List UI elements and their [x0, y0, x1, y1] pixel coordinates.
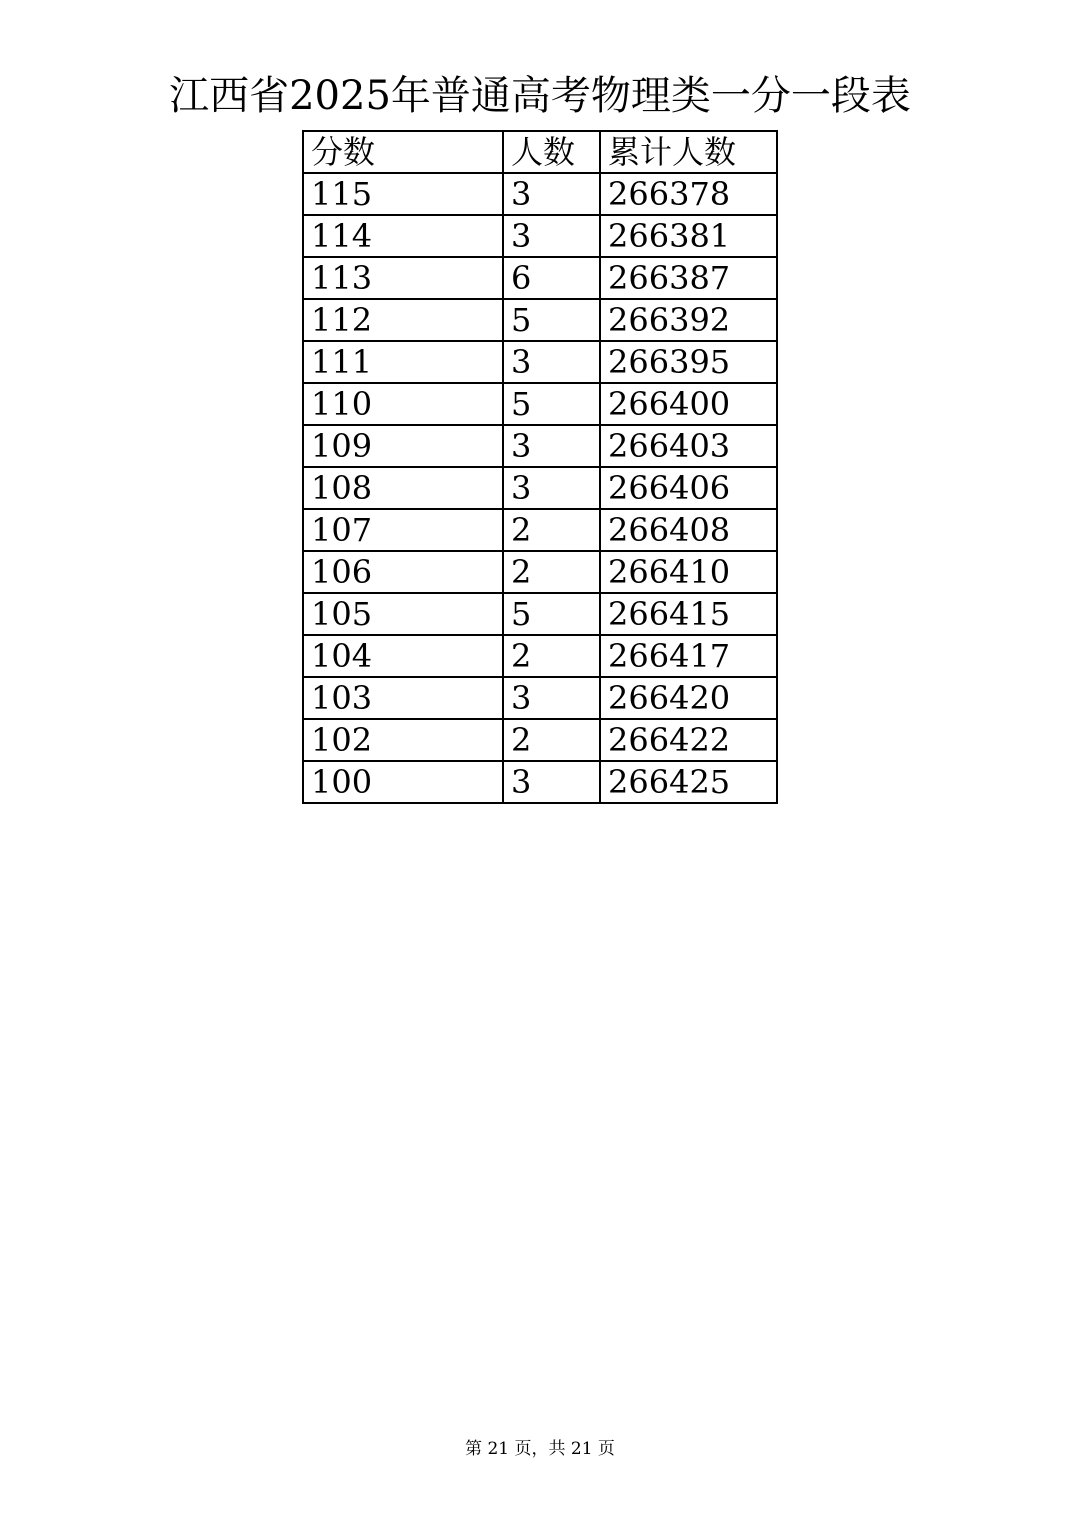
cell-cumulative: 266425 — [600, 761, 777, 803]
cell-count: 5 — [503, 383, 600, 425]
cell-score: 113 — [303, 257, 503, 299]
cell-score: 105 — [303, 593, 503, 635]
cell-score: 106 — [303, 551, 503, 593]
table-row — [303, 635, 777, 677]
table-row — [303, 719, 777, 761]
cell-count: 5 — [503, 299, 600, 341]
cell-cumulative: 266415 — [600, 593, 777, 635]
cell-count: 5 — [503, 593, 600, 635]
cell-cumulative: 266417 — [600, 635, 777, 677]
table-row — [303, 761, 777, 803]
cell-cumulative: 266408 — [600, 509, 777, 551]
table-row — [303, 257, 777, 299]
table-row — [303, 383, 777, 425]
cell-score: 103 — [303, 677, 503, 719]
table-row — [303, 425, 777, 467]
table-header-row — [303, 131, 777, 173]
table-row — [303, 509, 777, 551]
table-row — [303, 467, 777, 509]
cell-count: 3 — [503, 341, 600, 383]
page-title: 江西省2025年普通高考物理类一分一段表 — [169, 73, 911, 119]
cell-cumulative: 266410 — [600, 551, 777, 593]
cell-count: 2 — [503, 635, 600, 677]
cell-score: 109 — [303, 425, 503, 467]
cell-score: 110 — [303, 383, 503, 425]
header-cumulative: 累计人数 — [600, 131, 777, 173]
cell-cumulative: 266400 — [600, 383, 777, 425]
cell-count: 2 — [503, 719, 600, 761]
score-table — [302, 130, 778, 804]
cell-cumulative: 266422 — [600, 719, 777, 761]
cell-count: 6 — [503, 257, 600, 299]
cell-score: 115 — [303, 173, 503, 215]
cell-cumulative: 266387 — [600, 257, 777, 299]
cell-count: 2 — [503, 509, 600, 551]
cell-score: 100 — [303, 761, 503, 803]
cell-count: 3 — [503, 761, 600, 803]
table-row — [303, 677, 777, 719]
table-row — [303, 173, 777, 215]
cell-score: 104 — [303, 635, 503, 677]
cell-count: 3 — [503, 467, 600, 509]
cell-score: 112 — [303, 299, 503, 341]
cell-score: 107 — [303, 509, 503, 551]
cell-count: 3 — [503, 173, 600, 215]
table-row — [303, 215, 777, 257]
cell-count: 3 — [503, 425, 600, 467]
cell-cumulative: 266420 — [600, 677, 777, 719]
table-row — [303, 341, 777, 383]
header-score: 分数 — [303, 131, 503, 173]
table-row — [303, 551, 777, 593]
cell-cumulative: 266406 — [600, 467, 777, 509]
cell-cumulative: 266381 — [600, 215, 777, 257]
page-footer: 第 21 页，共 21 页 — [465, 1439, 615, 1459]
cell-score: 102 — [303, 719, 503, 761]
cell-score: 111 — [303, 341, 503, 383]
header-count: 人数 — [503, 131, 600, 173]
table-row — [303, 593, 777, 635]
cell-count: 3 — [503, 677, 600, 719]
cell-cumulative: 266378 — [600, 173, 777, 215]
cell-cumulative: 266403 — [600, 425, 777, 467]
cell-count: 2 — [503, 551, 600, 593]
cell-cumulative: 266395 — [600, 341, 777, 383]
table-row — [303, 299, 777, 341]
cell-score: 108 — [303, 467, 503, 509]
cell-score: 114 — [303, 215, 503, 257]
cell-count: 3 — [503, 215, 600, 257]
cell-cumulative: 266392 — [600, 299, 777, 341]
